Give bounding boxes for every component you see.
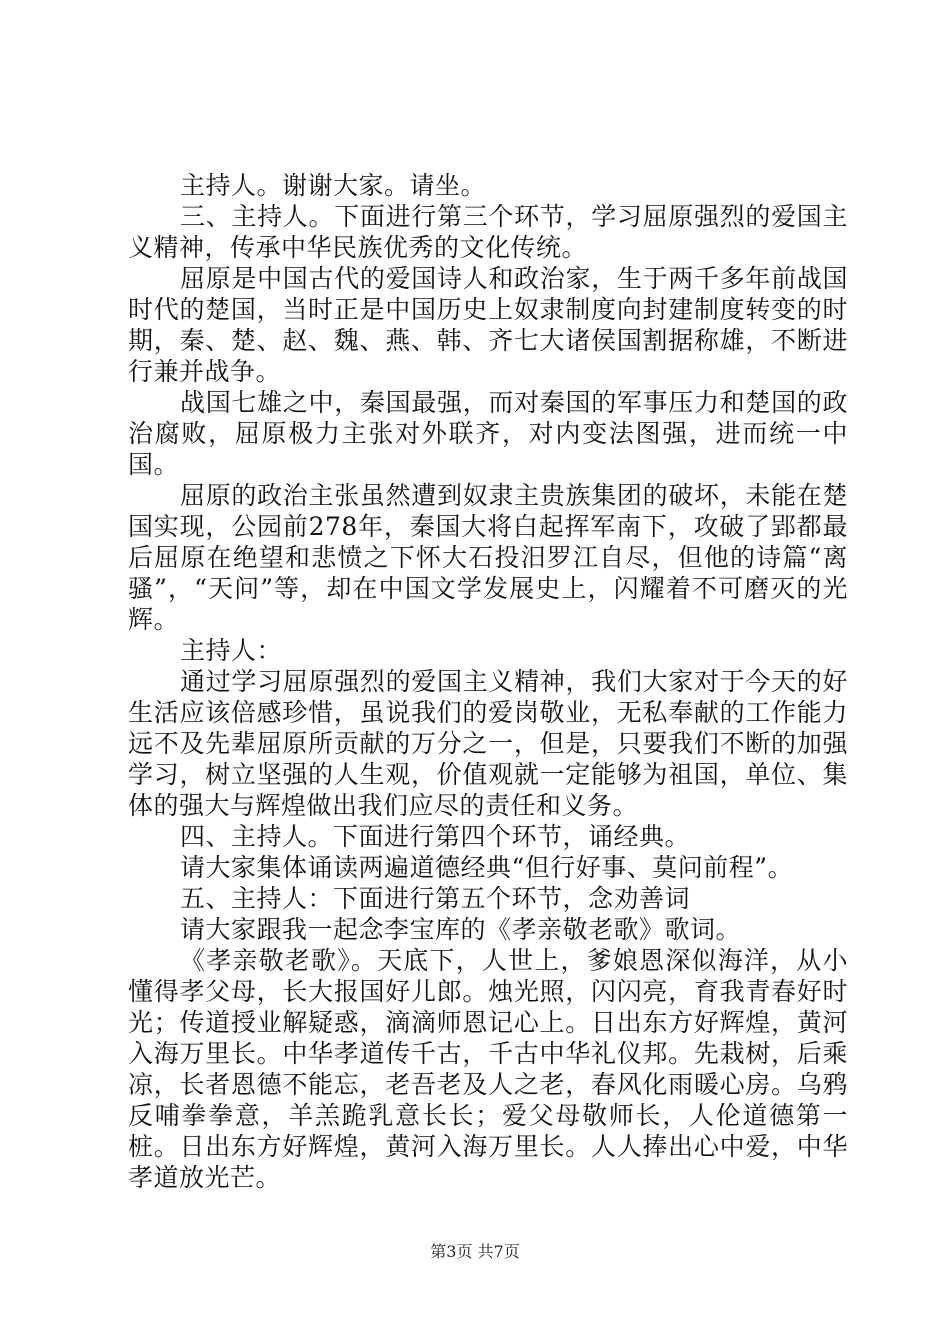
paragraph: 五、主持人：下面进行第五个环节，念劝善词 <box>180 884 691 913</box>
paragraph: 请大家集体诵读两遍道德经典“但行好事、莫问前程”。 <box>180 853 794 882</box>
paragraph: 三、主持人。下面进行第三个环节，学习屈原强烈的爱国主义精神，传承中华民族优秀的文化传统。 <box>128 202 848 262</box>
paragraph: 屈原的政治主张虽然遭到奴隶主贵族集团的破坏，未能在楚国实现，公园前278年，秦国大将白起挥军南下，攻破了郢都最后屈原在绝望和悲愤之下怀大石投汨罗江自尽，但他的诗篇“离骚”，“天问”等，却在中国文学发展史上，闪耀着不可磨灭的光辉。 <box>128 481 848 634</box>
paragraph: 《孝亲敬老歌》。天底下，人世上，爹娘恩深似海洋，从小懂得孝父母，长大报国好儿郎。烛光照，闪闪亮，育我青春好时光；传道授业解疑惑，滴滴师恩记心上。日出东方好辉煌，黄河入海万里长。中华孝道传千古，千古中华礼仪邦。先栽树，后乘凉，长者恩德不能忘，老吾老及人之老，春风化雨暖心房。乌鸦反哺拳拳意，羊羔跪乳意长长；爱父母敬师长，人伦道德第一桩。日出东方好辉煌，黄河入海万里长。人人捧出心中爱，中华孝道放光芒。 <box>128 946 848 1192</box>
paragraph: 屈原是中国古代的爱国诗人和政治家，生于两千多年前战国时代的楚国，当时正是中国历史上奴隶制度向封建制度转变的时期，秦、楚、赵、魏、燕、韩、齐七大诸侯国割据称雄，不断进行兼并战争。 <box>128 264 848 386</box>
page-number-footer: 第3页 共7页 <box>430 1242 520 1261</box>
paragraph: 主持人。谢谢大家。请坐。 <box>180 171 487 200</box>
document-body <box>128 170 848 1193</box>
paragraph: 通过学习屈原强烈的爱国主义精神，我们大家对于今天的好生活应该倍感珍惜，虽说我们的爱岗敬业，无私奉献的工作能力远不及先辈屈原所贡献的万分之一，但是，只要我们不断的加强学习，树立坚强的人生观，价值观就一定能够为祖国，单位、集体的强大与辉煌做出我们应尽的责任和义务。 <box>128 667 848 820</box>
paragraph: 战国七雄之中，秦国最强，而对秦国的军事压力和楚国的政治腐败，屈原极力主张对外联齐，对内变法图强，进而统一中国。 <box>128 388 848 479</box>
paragraph: 主持人： <box>180 636 283 665</box>
paragraph: 请大家跟我一起念李宝库的《孝亲敬老歌》歌词。 <box>180 915 742 944</box>
paragraph: 四、主持人。下面进行第四个环节，诵经典。 <box>180 822 691 851</box>
